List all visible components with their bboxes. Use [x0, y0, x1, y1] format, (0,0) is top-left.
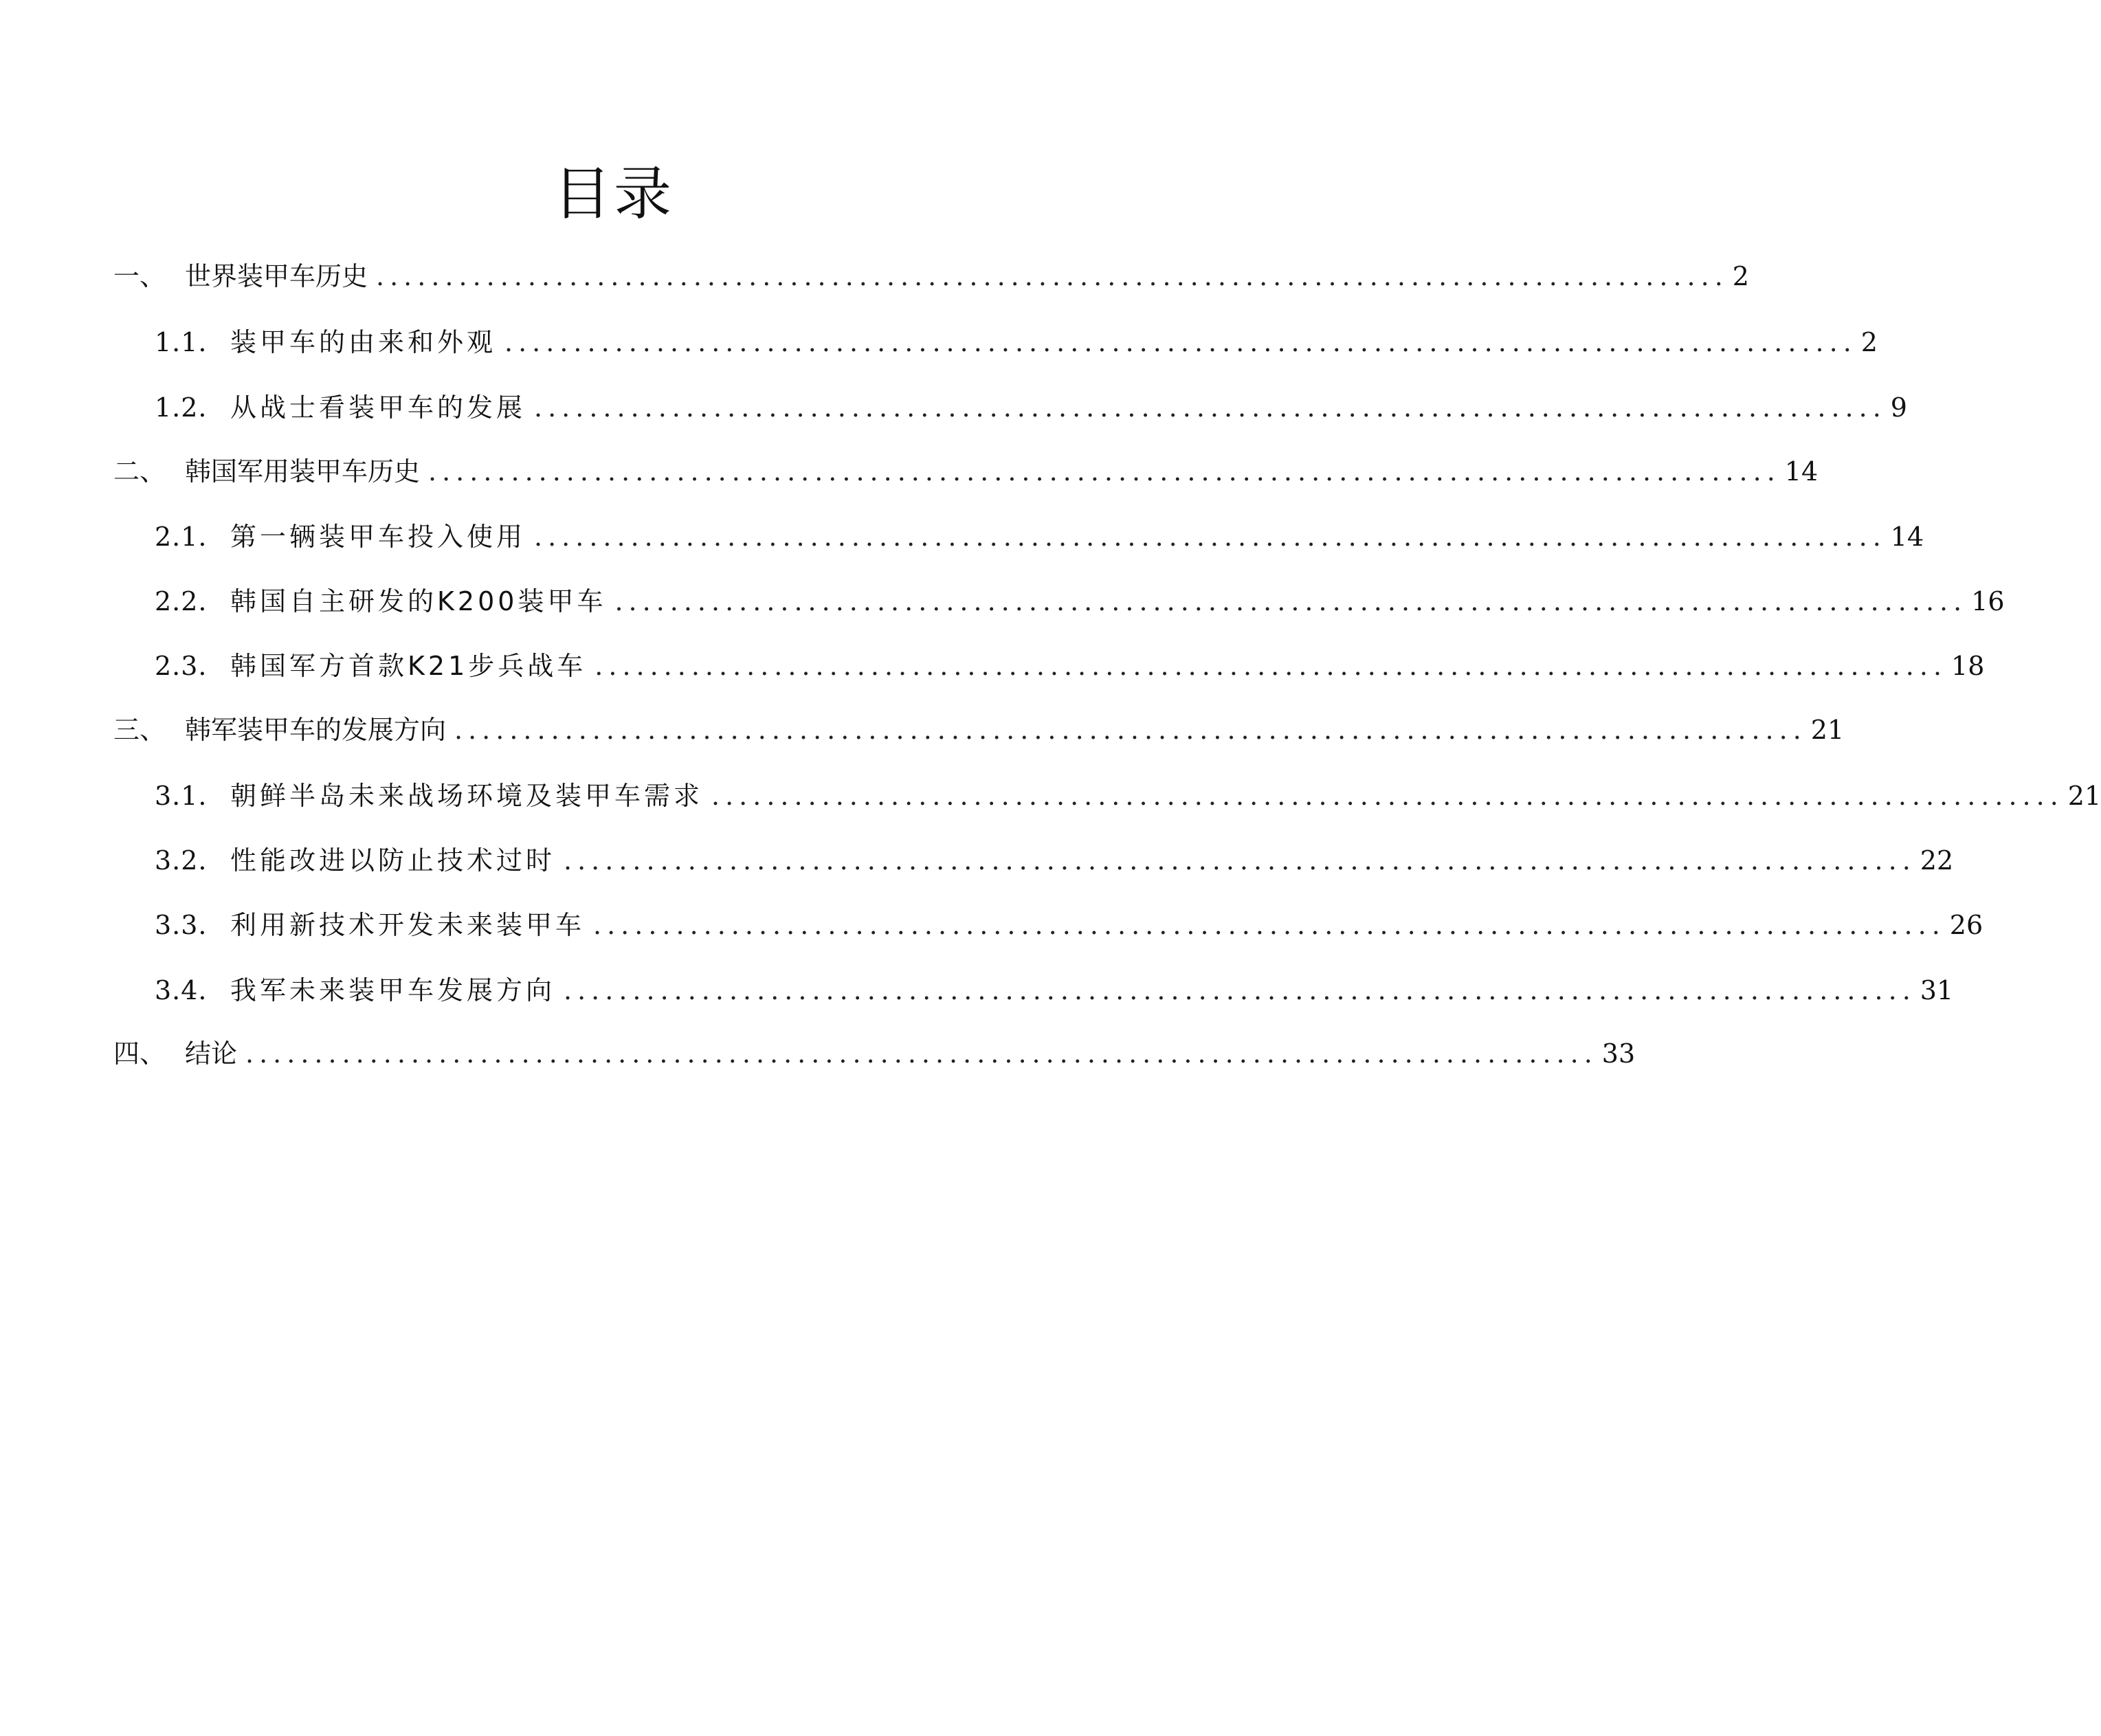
- toc-entry-number: 2.3.: [155, 651, 208, 681]
- toc-entry-number: 二、: [113, 456, 166, 487]
- toc-entry-page: 2: [1860, 327, 1878, 357]
- toc-entry-3-3[interactable]: [155, 906, 1983, 944]
- toc-entry-page: 14: [1890, 522, 1924, 552]
- toc-dot-leader: ..................................................................................................: [564, 975, 1916, 1005]
- toc-entry-label: 世界装甲车历史: [185, 261, 368, 291]
- toc-dot-leader: ..................................................................................................: [428, 456, 1781, 487]
- toc-entry-2-2[interactable]: [155, 582, 2005, 621]
- toc-entry-label: 性能改进以防止技术过时: [230, 845, 556, 876]
- toc-dot-leader: ..................................................................................................: [245, 1038, 1598, 1069]
- toc-entry-label: 结论: [185, 1038, 238, 1069]
- toc-entry-page: 9: [1890, 392, 1907, 423]
- toc-dot-leader: ..................................................................................................: [711, 781, 2064, 811]
- toc-dot-leader: ..................................................................................................: [594, 651, 1948, 681]
- toc-title: 目录: [553, 160, 674, 227]
- toc-entry-page: 26: [1949, 910, 1983, 940]
- toc-entry-page: 2: [1732, 261, 1749, 291]
- toc-entry-1-2[interactable]: [155, 388, 1907, 427]
- toc-entry-label: 朝鲜半岛未来战场环境及装甲车需求: [230, 781, 704, 811]
- toc-dot-leader: ..................................................................................................: [593, 910, 1946, 940]
- toc-entry-page: 16: [1971, 586, 2005, 616]
- toc-entry-3-1[interactable]: [155, 777, 2101, 815]
- toc-entry-page: 33: [1601, 1038, 1636, 1069]
- toc-entry-3-2[interactable]: [155, 841, 1954, 880]
- toc-entry-2[interactable]: [113, 452, 1819, 491]
- toc-entry-page: 18: [1951, 651, 1985, 681]
- toc-entry-label: 韩国自主研发的K200装甲车: [230, 586, 607, 616]
- toc-entry-2-3[interactable]: [155, 647, 1985, 685]
- toc-entry-number: 3.2.: [155, 845, 208, 876]
- toc-dot-leader: ..................................................................................................: [534, 392, 1887, 423]
- toc-entry-number: 1.2.: [155, 392, 208, 423]
- toc-entry-page: 22: [1920, 845, 1954, 876]
- toc-entry-number: 四、: [113, 1038, 166, 1069]
- toc-dot-leader: ..................................................................................................: [534, 522, 1887, 552]
- toc-entry-label: 装甲车的由来和外观: [230, 327, 497, 357]
- toc-entry-page: 14: [1784, 456, 1819, 487]
- toc-entry-label: 韩国军方首款K21步兵战车: [230, 651, 587, 681]
- toc-entry-3-4[interactable]: [155, 971, 1954, 1010]
- toc-entry-number: 3.1.: [155, 781, 208, 811]
- toc-entry-page: 31: [1920, 975, 1954, 1005]
- toc-entry-label: 利用新技术开发未来装甲车: [230, 910, 586, 940]
- toc-entry-label: 我军未来装甲车发展方向: [230, 975, 556, 1005]
- toc-entry-3[interactable]: [113, 711, 1845, 749]
- toc-dot-leader: ..................................................................................................: [454, 715, 1807, 745]
- toc-entry-label: 韩军装甲车的发展方向: [185, 715, 447, 745]
- toc-entry-page: 21: [1810, 715, 1845, 745]
- toc-entry-number: 2.1.: [155, 522, 208, 552]
- toc-entry-1[interactable]: [113, 257, 1749, 296]
- toc-entry-label: 韩国军用装甲车历史: [185, 456, 421, 487]
- toc-dot-leader: ..................................................................................................: [504, 327, 1857, 357]
- toc-entry-label: 从战士看装甲车的发展: [230, 392, 526, 423]
- toc-entry-number: 三、: [113, 715, 166, 745]
- toc-entry-number: 3.4.: [155, 975, 208, 1005]
- toc-entry-label: 第一辆装甲车投入使用: [230, 522, 526, 552]
- toc-dot-leader: ..................................................................................................: [564, 845, 1916, 876]
- toc-entry-number: 一、: [113, 261, 166, 291]
- toc-entry-page: 21: [2067, 781, 2101, 811]
- toc-dot-leader: ..................................................................................................: [376, 261, 1728, 291]
- toc-entry-1-1[interactable]: [155, 323, 1878, 361]
- toc-entry-number: 1.1.: [155, 327, 208, 357]
- toc-entry-2-1[interactable]: [155, 518, 1924, 556]
- toc-entry-number: 2.2.: [155, 586, 208, 616]
- toc-dot-leader: ..................................................................................................: [614, 586, 1968, 616]
- toc-entry-4[interactable]: [113, 1034, 1636, 1073]
- toc-entry-number: 3.3.: [155, 910, 208, 940]
